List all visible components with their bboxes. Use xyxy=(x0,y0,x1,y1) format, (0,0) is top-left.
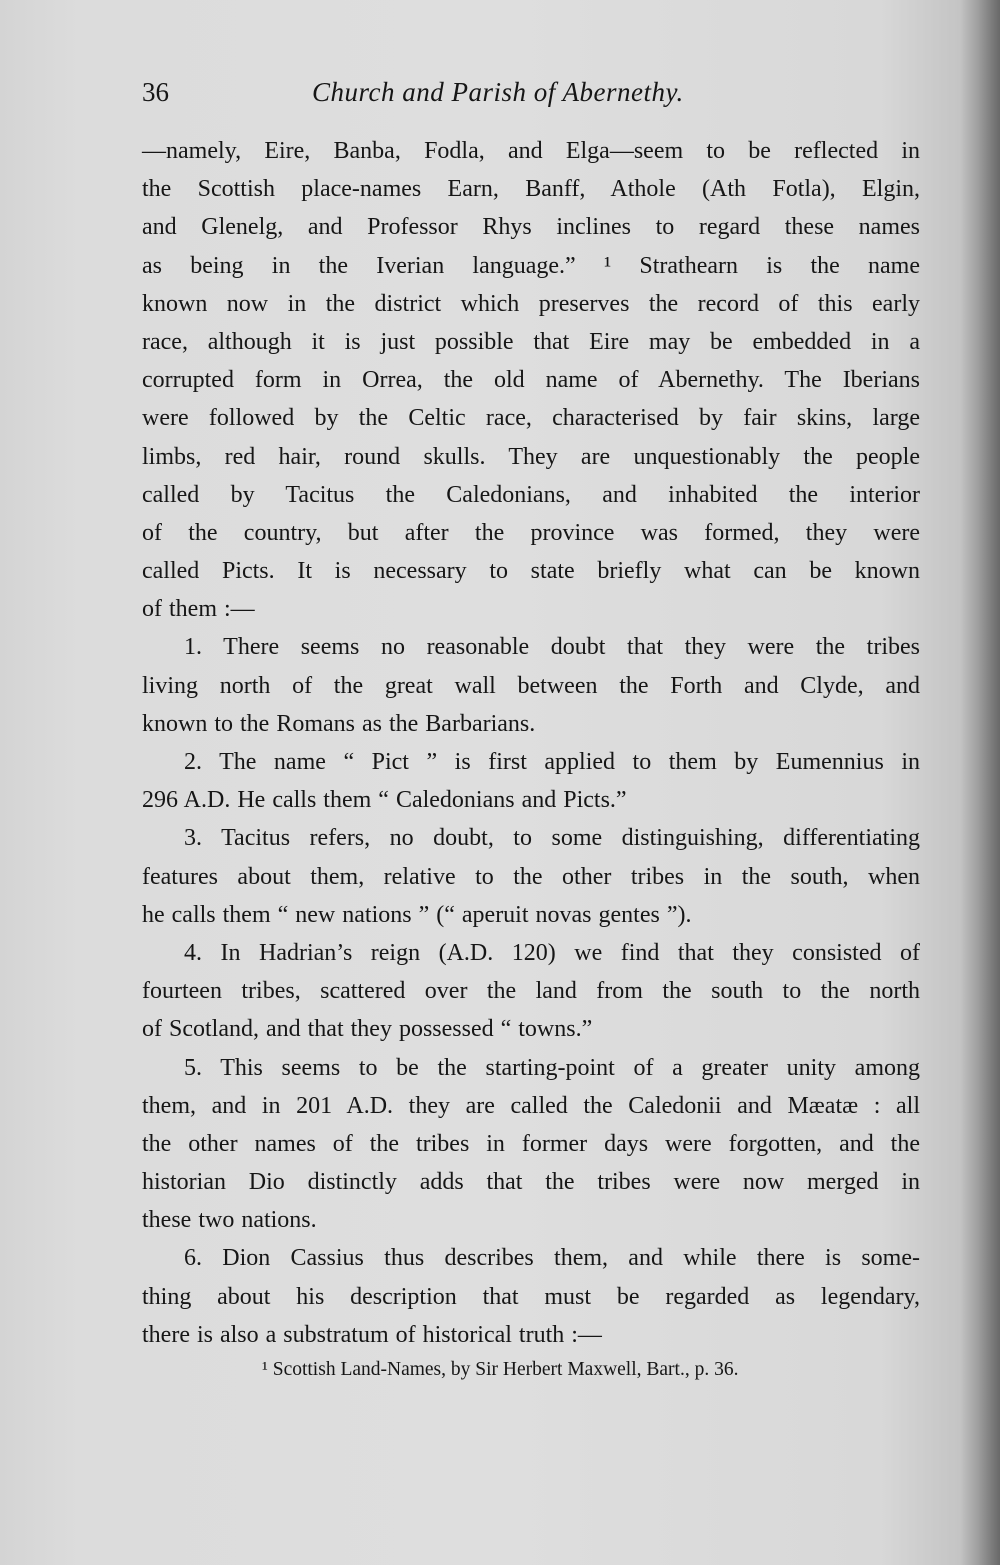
text-line: 296 A.D. He calls them “ Caledonians and Picts.” xyxy=(142,787,627,814)
text-line: called by Tacitus the Caledonians, and inhabited the interior xyxy=(142,481,920,508)
text-line: limbs, red hair, round skulls. They are unquestionably the people xyxy=(142,443,920,470)
text-line: thing about his description that must be regarded as legendary, xyxy=(142,1283,920,1310)
running-head xyxy=(142,74,922,114)
text-line: and Glenelg, and Professor Rhys inclines to regard these names xyxy=(142,214,920,241)
text-line: living north of the great wall between the Forth and Clyde, and xyxy=(142,672,920,699)
list-item-line: 4. In Hadrian’s reign (A.D. 120) we find that they consisted of xyxy=(184,939,920,966)
list-item-line: 3. Tacitus refers, no doubt, to some distinguishing, differentiating xyxy=(184,825,920,852)
text-line: —namely, Eire, Banba, Fodla, and Elga—seem to be reflected in xyxy=(142,138,920,164)
text-line: of Scotland, and that they possessed “ towns.” xyxy=(142,1016,593,1043)
text-line: were followed by the Celtic race, characterised by fair skins, large xyxy=(142,405,920,432)
text-line: the other names of the tribes in former days were forgotten, and the xyxy=(142,1130,920,1157)
text-line: race, although it is just possible that Eire may be embedded in a xyxy=(142,328,920,355)
running-title: Church and Parish of Abernethy. xyxy=(312,77,684,107)
list-item-line: 6. Dion Cassius thus describes them, and while there is some- xyxy=(184,1245,920,1272)
body-text xyxy=(142,132,920,1354)
page-number: 36 xyxy=(142,77,169,107)
text-line: them, and in 201 A.D. they are called the Caledonii and Mæatæ : all xyxy=(142,1092,920,1119)
text-line: these two nations. xyxy=(142,1207,317,1234)
text-line: as being in the Iverian language.” ¹ Strathearn is the name xyxy=(142,252,920,279)
text-line: known to the Romans as the Barbarians. xyxy=(142,710,536,737)
text-line: of them :— xyxy=(142,596,255,623)
text-line: there is also a substratum of historical truth :— xyxy=(142,1321,602,1348)
text-line: called Picts. It is necessary to state briefly what can be known xyxy=(142,558,920,585)
list-item-line: 2. The name “ Pict ” is first applied to them by Eumennius in xyxy=(184,749,920,775)
footnote: ¹ Scottish Land-Names, by Sir Herbert Maxwell, Bart., p. 36. xyxy=(262,1359,739,1380)
text-line: of the country, but after the province was formed, they were xyxy=(142,519,920,546)
text-line: features about them, relative to the other tribes in the south, when xyxy=(142,863,920,890)
spine-shadow xyxy=(960,0,1000,1565)
text-line: the Scottish place-names Earn, Banff, Athole (Ath Fotla), Elgin, xyxy=(142,176,920,203)
text-line: historian Dio distinctly adds that the tribes were now merged in xyxy=(142,1169,920,1196)
text-line: corrupted form in Orrea, the old name of Abernethy. The Iberians xyxy=(142,367,920,394)
text-line: known now in the district which preserves the record of this early xyxy=(142,290,920,317)
text-line: fourteen tribes, scattered over the land from the south to the north xyxy=(142,978,920,1005)
list-item-line: 5. This seems to be the starting-point of a greater unity among xyxy=(184,1054,920,1081)
list-item-line: 1. There seems no reasonable doubt that they were the tribes xyxy=(184,634,920,661)
text-line: he calls them “ new nations ” (“ aperuit novas gentes ”). xyxy=(142,901,692,928)
